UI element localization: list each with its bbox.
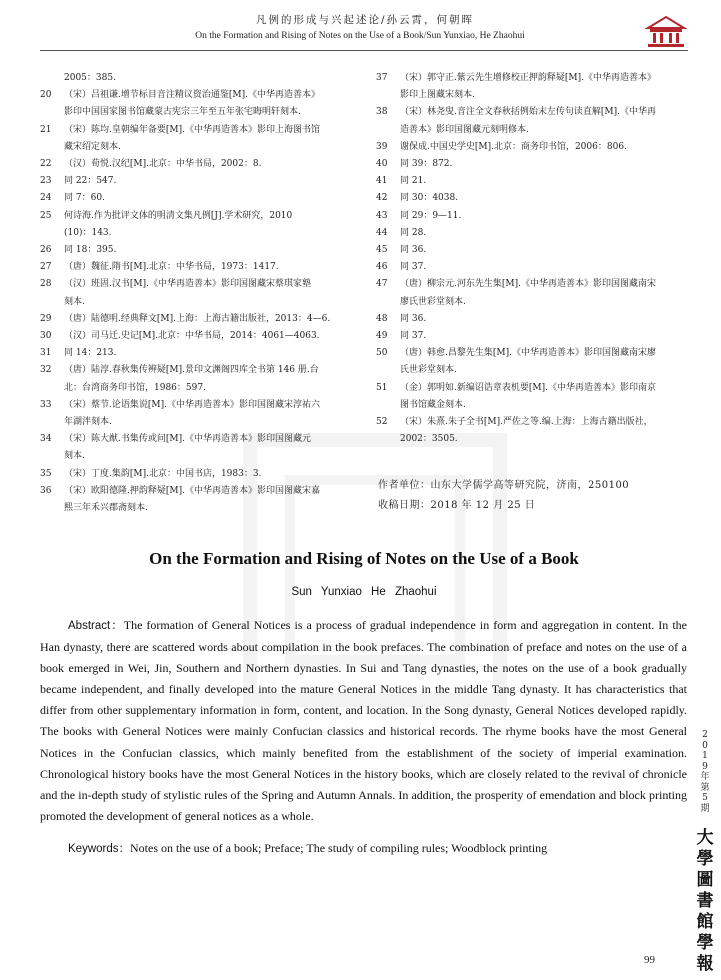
reference-number [40,139,64,156]
reference-number: 22 [40,159,52,170]
vertical-glyph: 期 [700,803,710,814]
reference-number: 25 [40,210,52,221]
reference-line [40,104,353,121]
reference-text: 同 36. [400,313,427,324]
reference-number [40,294,64,311]
reference-line [376,259,688,276]
page-number: 99 [644,954,655,966]
reference-line [376,87,688,104]
reference-line [376,225,688,242]
reference-number [376,87,400,104]
reference-text: 图书馆藏金刻本. [400,399,466,410]
reference-number: 52 [376,417,388,428]
reference-text: 同 22：547. [64,176,117,187]
page-header [0,0,721,52]
reference-line [376,122,688,139]
reference-text: （宋）郭守正.紫云先生增修校正押韵释疑[M].《中华再造善本》 [400,73,656,83]
reference-number: 42 [376,193,388,204]
reference-number: 40 [376,159,388,170]
reference-line [376,362,688,379]
reference-number: 33 [40,399,52,410]
reference-number [376,294,400,311]
reference-text: 廖氏世彩堂刻本. [400,296,466,307]
reference-text: （唐）柳宗元.河东先生集[M].《中华再造善本》影印国图藏南宋 [400,279,656,290]
reference-text: （唐）魏征.隋书[M].北京：中华书局，1973：1417. [64,262,279,273]
side-journal-name [694,828,716,975]
reference-number [40,104,64,121]
reference-line [376,431,688,448]
reference-line [40,276,353,293]
vertical-glyph: 0 [702,740,708,751]
header-rule [40,50,688,51]
vertical-glyph: 書 [696,891,714,911]
vertical-glyph: 9 [702,761,708,772]
reference-text: (10)：143. [64,227,112,238]
reference-number [376,397,400,414]
reference-number: 26 [40,245,52,256]
reference-line [40,431,353,448]
reference-line [40,311,353,328]
reference-number [40,500,64,517]
reference-text: 北：台湾商务印书馆，1986：597. [64,382,206,393]
reference-line [376,380,688,397]
reference-text: 造善本》影印国图藏元刻明修本. [400,124,529,135]
reference-text: （汉）班固.汉书[M].《中华再造善本》影印国图藏宋蔡琪家塾 [64,279,311,290]
reference-number: 45 [376,245,388,256]
vertical-glyph: 5 [702,793,708,803]
reference-number [40,380,64,397]
reference-number [40,70,64,87]
vertical-glyph: 學 [696,933,714,953]
reference-text: （宋）林尧叟.音注全文春秋括例始末左传句读直解[M].《中华再 [400,107,656,118]
reference-number: 44 [376,227,388,238]
running-title-en: On the Formation and Rising of Notes on the Use of a Book/Sun Yunxiao, He Zhaohui [195,31,525,41]
running-title-cn: 凡例的形成与兴起述论/孙云霄，何朝晖 [255,14,475,26]
reference-line [40,362,353,379]
reference-number: 48 [376,313,388,324]
keywords-label: Keywords： [68,843,130,855]
reference-text: （唐）陆淳.春秋集传辨疑[M].景印文渊阁四库全书第 146 册.台 [64,365,319,376]
references-right-column [376,70,688,448]
abstract [40,615,687,827]
vertical-glyph: 2 [702,730,708,740]
reference-number: 30 [40,331,52,342]
reference-text: 2002：3505. [400,434,458,445]
reference-number: 50 [376,348,388,359]
paper-title: On the Formation and Rising of Notes on the Use of a Book [149,549,579,568]
reference-number [40,225,64,242]
reference-text: （宋）蔡节.论语集说[M].《中华再造善本》影印国图藏宋淳祐六 [64,399,320,410]
reference-number: 32 [40,365,52,376]
reference-line [376,311,688,328]
reference-number [376,362,400,379]
reference-text: 同 30：4038. [400,193,459,204]
received-date: 收稿日期：2018 年 12 月 25 日 [378,499,536,511]
reference-number: 24 [40,193,52,204]
reference-number: 41 [376,176,388,187]
reference-text: （唐）韩愈.昌黎先生集[M].《中华再造善本》影印国图藏南宋廖 [400,348,656,359]
reference-line [40,156,353,173]
reference-line [376,173,688,190]
vertical-glyph: 大 [696,828,714,848]
reference-line [376,242,688,259]
reference-line [40,448,353,465]
reference-text: （汉）荀悦.汉纪[M].北京：中华书局，2002：8. [64,159,262,170]
abstract-text: The formation of General Notices is a process of gradual independence in form and aggregation in content. In the Han dynasty, there are scattered words about compilation in the book prefaces. The combination of preface and notes on the use of a book emerged in Wei, Jin, Southern and Northern dynasties. In Sui and Tang dynasties, the notes on the use of a book gradually became independent, and finally developed into the mature General Notices in the middle Tang dynasty. It has characteristics that differ from other supplementary information in form, content, and location. In the Song dynasty, General Notices developed rapidly. The books with General Notices were mainly Confucian classics and historical records. The rhyme books have the most General Notices in the Confucian classics, which mainly benefited from the establishment of the society of imperial examination. Chronological history books have the most General Notices in the history books, which are closely related to the revival of chronicle and the in-depth study of stylistic rules of the Spring and Autumn Annals. In addition, the prosperity of emendation and block printing promoted the development of general notices as a whole. [40,618,687,823]
reference-number: 21 [40,124,52,135]
reference-text: （宋）陈均.皇朝编年备要[M].《中华再造善本》影印上海图书馆 [64,124,320,135]
abstract-label: Abstract： [68,620,124,632]
reference-number: 35 [40,468,52,479]
reference-text: 氏世彩堂刻本. [400,365,457,376]
reference-number: 27 [40,262,52,273]
vertical-glyph: 第 [700,782,710,793]
reference-line [376,345,688,362]
reference-number: 51 [376,382,388,393]
vertical-glyph: 1 [702,751,708,761]
reference-number: 31 [40,348,52,359]
vertical-glyph: 學 [696,849,714,869]
reference-text: 同 37. [400,331,427,342]
reference-line [40,483,353,500]
reference-text: 同 14：213. [64,348,117,359]
vertical-glyph: 圖 [696,870,714,890]
vertical-glyph: 年 [700,772,710,782]
reference-text: 谢保成.中国史学史[M].北京：商务印书馆，2006：806. [400,141,627,152]
reference-text: （宋）吕祖谦.增节标目音注精议资治通鉴[M].《中华再造善本》 [64,90,320,101]
reference-number: 20 [40,90,52,101]
vertical-glyph: 報 [696,954,714,974]
reference-text: 同 21. [400,176,427,187]
reference-line [40,173,353,190]
reference-text: 藏宋绍定刻本. [64,141,121,152]
reference-line [376,190,688,207]
reference-line [40,225,353,242]
reference-text: （金）郭明如.新编诏诰章表机要[M].《中华再造善本》影印南京 [400,382,656,393]
reference-line [40,122,353,139]
vertical-glyph: 館 [696,912,714,932]
keywords [68,840,688,856]
reference-line [376,139,688,156]
reference-line [40,70,353,87]
reference-line [40,190,353,207]
reference-line [376,104,688,121]
reference-line [40,139,353,156]
paper-authors: Sun Yunxiao He Zhaohui [291,586,437,598]
reference-line [40,500,353,517]
keywords-text: Notes on the use of a book; Preface; The study of compiling rules; Woodblock printing [130,841,548,855]
reference-line [376,70,688,87]
reference-number: 39 [376,141,388,152]
reference-text: 同 18：395. [64,245,117,256]
reference-number: 46 [376,262,388,273]
reference-line [40,242,353,259]
reference-line [376,208,688,225]
reference-number: 23 [40,176,52,187]
reference-text: 影印上图藏宋刻本. [400,90,475,101]
reference-text: 同 28. [400,227,427,238]
reference-text: 2005：385. [64,73,116,83]
reference-line [40,345,353,362]
reference-text: 同 7：60. [64,193,105,204]
reference-number: 28 [40,279,52,290]
reference-line [40,380,353,397]
reference-number [40,448,64,465]
reference-number: 49 [376,331,388,342]
reference-number: 34 [40,434,52,445]
reference-text: （宋）朱熹.朱子全书[M].严佐之等.编.上海：上海古籍出版社， [400,417,653,428]
reference-line [40,397,353,414]
reference-text: 同 37. [400,262,427,273]
reference-line [40,208,353,225]
reference-text: 影印中国国家图书馆藏蒙古宪宗三年至五年张宅晦明轩刻本. [64,107,301,118]
university-logo-icon [644,14,688,48]
reference-number: 36 [40,485,52,496]
reference-text: （唐）陆德明.经典释文[M].上海：上海古籍出版社，2013：4—6. [64,313,331,324]
reference-number [376,122,400,139]
reference-text: 年湖泮刻本. [64,417,112,428]
reference-line [376,294,688,311]
reference-line [376,276,688,293]
reference-number [40,414,64,431]
reference-line [40,87,353,104]
reference-text: 刻本. [64,296,85,307]
reference-text: （宋）欧阳德隆.押韵释疑[M].《中华再造善本》影印国图藏宋嘉 [64,485,320,496]
reference-number: 29 [40,313,52,324]
reference-text: （宋）丁度.集韵[M].北京：中国书店，1983：3. [64,468,262,479]
reference-line [376,156,688,173]
reference-text: 同 29：9—11. [400,210,462,221]
side-issue-label [698,730,712,814]
reference-text: 熙三年禾兴郡斋刻本. [64,503,148,514]
reference-line [40,294,353,311]
reference-number: 37 [376,73,388,83]
reference-number: 47 [376,279,388,290]
reference-text: 同 39：872. [400,159,453,170]
reference-text: （宋）陈大猷.书集传或问[M].《中华再造善本》影印国图藏元 [64,434,311,445]
reference-line [376,328,688,345]
reference-line [40,466,353,483]
reference-line [40,328,353,345]
reference-line [376,414,688,431]
reference-line [40,414,353,431]
author-info [378,476,688,515]
reference-text: （汉）司马迁.史记[M].北京：中华书局，2014：4061—4063. [64,331,320,342]
references-left-column [40,70,353,517]
affiliation: 作者单位：山东大学儒学高等研究院，济南，250100 [378,480,630,491]
reference-text: 何诗海.作为批评文体的明清文集凡例[J].学术研究，2010 [64,210,293,221]
reference-line [40,259,353,276]
reference-number: 38 [376,107,388,118]
reference-text: 同 36. [400,245,427,256]
reference-number [376,431,400,448]
reference-number: 43 [376,210,388,221]
reference-text: 刻本. [64,451,85,462]
reference-line [376,397,688,414]
